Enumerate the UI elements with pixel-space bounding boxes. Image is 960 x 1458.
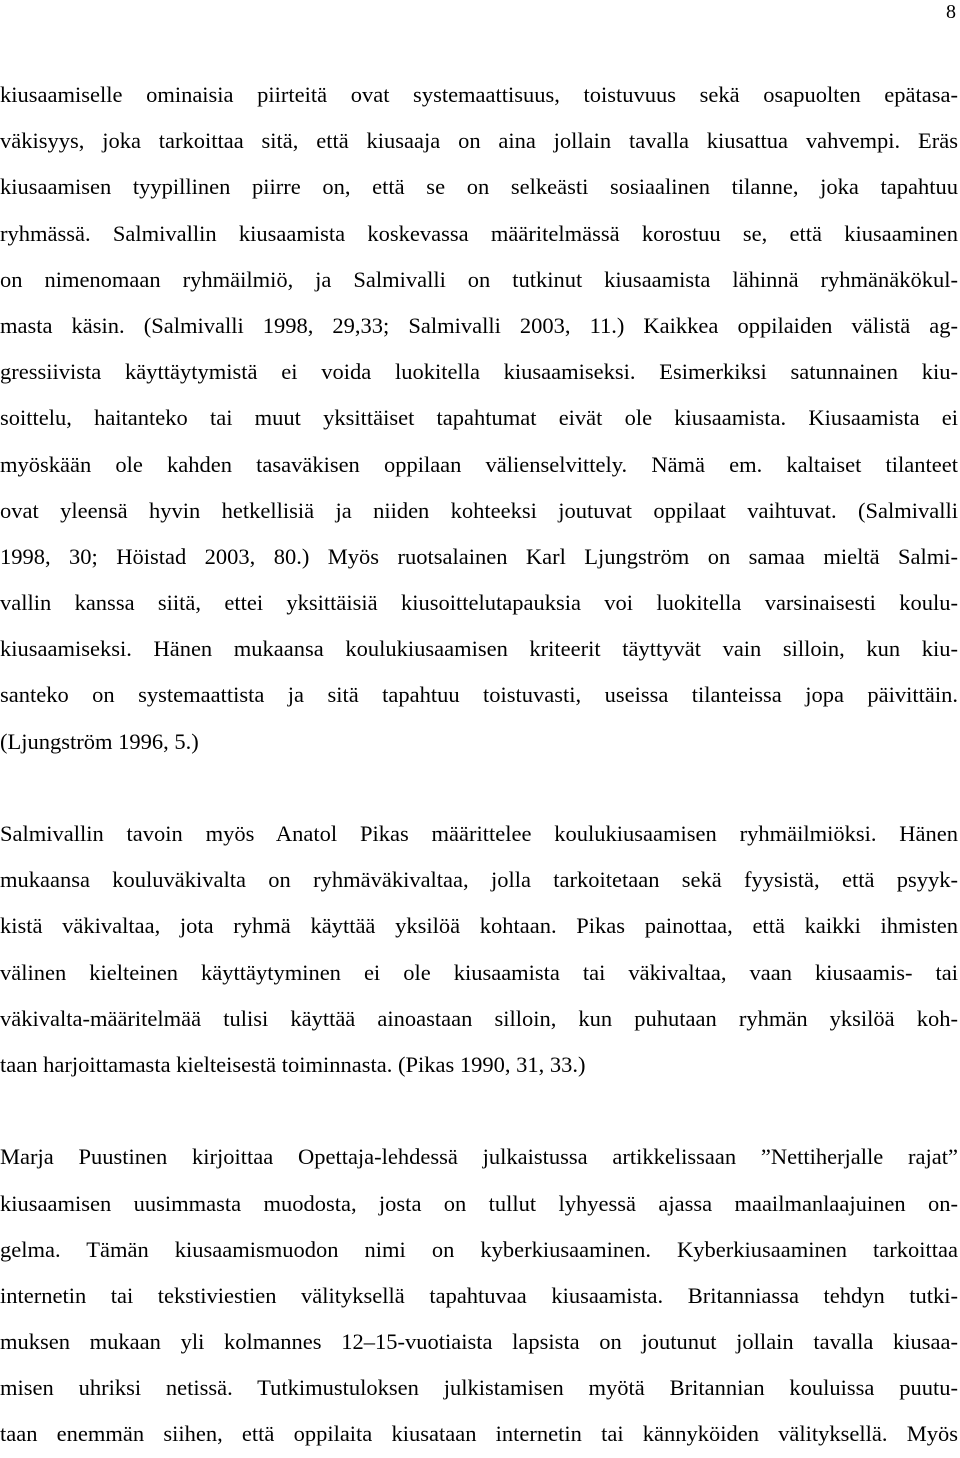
text-line: ovat yleensä hyvin hetkellisiä ja niiden kohteeksi joutuvat oppilaat vaihtuvat. (Salmivalli: [0, 497, 958, 523]
text-line: gressiivista käyttäytymistä ei voida luokitella kiusaamiseksi. Esimerkiksi satunnainen kiu-: [0, 359, 958, 385]
text-line: soittelu, haitanteko tai muut yksittäiset tapahtumat eivät ole kiusaamista. Kiusaamista ei: [0, 405, 958, 431]
text-line: taan enemmän siihen, että oppilaita kiusataan internetin tai kännyköiden välityksellä. Myös: [0, 1421, 958, 1447]
document-body: [0, 72, 958, 1458]
text-line: gelma. Tämän kiusaamismuodon nimi on kyberkiusaaminen. Kyberkiusaaminen tarkoittaa: [0, 1236, 958, 1262]
text-line: masta käsin. (Salmivalli 1998, 29,33; Salmivalli 2003, 11.) Kaikkea oppilaiden välistä ag-: [0, 312, 958, 338]
text-line: Salmivallin tavoin myös Anatol Pikas määrittelee koulukiusaamisen ryhmäilmiöksi. Hänen: [0, 821, 958, 846]
text-line: misen uhriksi netissä. Tutkimustuloksen julkistamisen myötä Britannian kouluissa puutu-: [0, 1375, 958, 1401]
paragraph-1: [0, 72, 958, 765]
text-line: kiusaamisen tyypillinen piirre on, että se on selkeästi sosiaalinen tilanne, joka tapahtuu: [0, 174, 958, 200]
paragraph-gap: [0, 1088, 958, 1134]
text-line: vallin kanssa siitä, ettei yksittäisiä kiusoittelutapauksia voi luokitella varsinaisesti koulu-: [0, 590, 958, 616]
text-line: mukaansa kouluväkivalta on ryhmäväkivaltaa, jolla tarkoitetaan sekä fyysistä, että psyyk-: [0, 867, 958, 893]
text-line: ryhmässä. Salmivallin kiusaamista koskevassa määritelmässä korostuu se, että kiusaaminen: [0, 220, 958, 246]
text-line: on nimenomaan ryhmäilmiö, ja Salmivalli on tutkinut kiusaamista lähinnä ryhmänäkökul-: [0, 266, 958, 292]
text-line: kiusaamisen uusimmasta muodosta, josta on tullut lyhyessä ajassa maailmanlaajuinen on-: [0, 1190, 958, 1216]
text-line: (Ljungström 1996, 5.): [0, 728, 199, 754]
text-line: Marja Puustinen kirjoittaa Opettaja-lehdessä julkaistussa artikkelissaan ”Nettiherjalle rajat”: [0, 1144, 958, 1170]
text-line: kiusaamiselle ominaisia piirteitä ovat systemaattisuus, toistuvuus sekä osapuolten epätasa-: [0, 82, 958, 107]
text-line: välinen kielteinen käyttäytyminen ei ole kiusaamista tai väkivaltaa, vaan kiusaamis- tai: [0, 959, 958, 985]
text-line: kiusaamiseksi. Hänen mukaansa koulukiusaamisen kriteerit täyttyvät vain silloin, kun kiu-: [0, 636, 958, 662]
text-line: taan harjoittamasta kielteisestä toiminnasta. (Pikas 1990, 31, 33.): [0, 1051, 586, 1077]
paragraph-2: [0, 811, 958, 1088]
text-line: väkisyys, joka tarkoittaa sitä, että kiusaaja on aina jollain tavalla kiusattua vahvempi. Eräs: [0, 128, 958, 154]
text-line: 1998, 30; Höistad 2003, 80.) Myös ruotsalainen Karl Ljungström on samaa mieltä Salmi-: [0, 543, 958, 569]
page-number: 8: [946, 1, 956, 23]
text-line: väkivalta-määritelmää tulisi käyttää ainoastaan silloin, kun puhutaan ryhmän yksilöä koh-: [0, 1005, 958, 1031]
text-line: myöskään ole kahden tasaväkisen oppilaan välienselvittely. Nämä em. kaltaiset tilanteet: [0, 451, 958, 477]
text-line: santeko on systemaattista ja sitä tapahtuu toistuvasti, useissa tilanteissa jopa päivittäin.: [0, 682, 958, 708]
text-line: muksen mukaan yli kolmannes 12–15-vuotiaista lapsista on joutunut jollain tavalla kiusaa-: [0, 1329, 958, 1355]
text-line: kistä väkivaltaa, jota ryhmä käyttää yksilöä kohtaan. Pikas painottaa, että kaikki ihmisten: [0, 913, 958, 939]
paragraph-3: [0, 1134, 958, 1457]
paragraph-gap: [0, 765, 958, 811]
text-line: internetin tai tekstiviestien välityksellä tapahtuvaa kiusaamista. Britanniassa tehdyn tutki-: [0, 1282, 958, 1308]
